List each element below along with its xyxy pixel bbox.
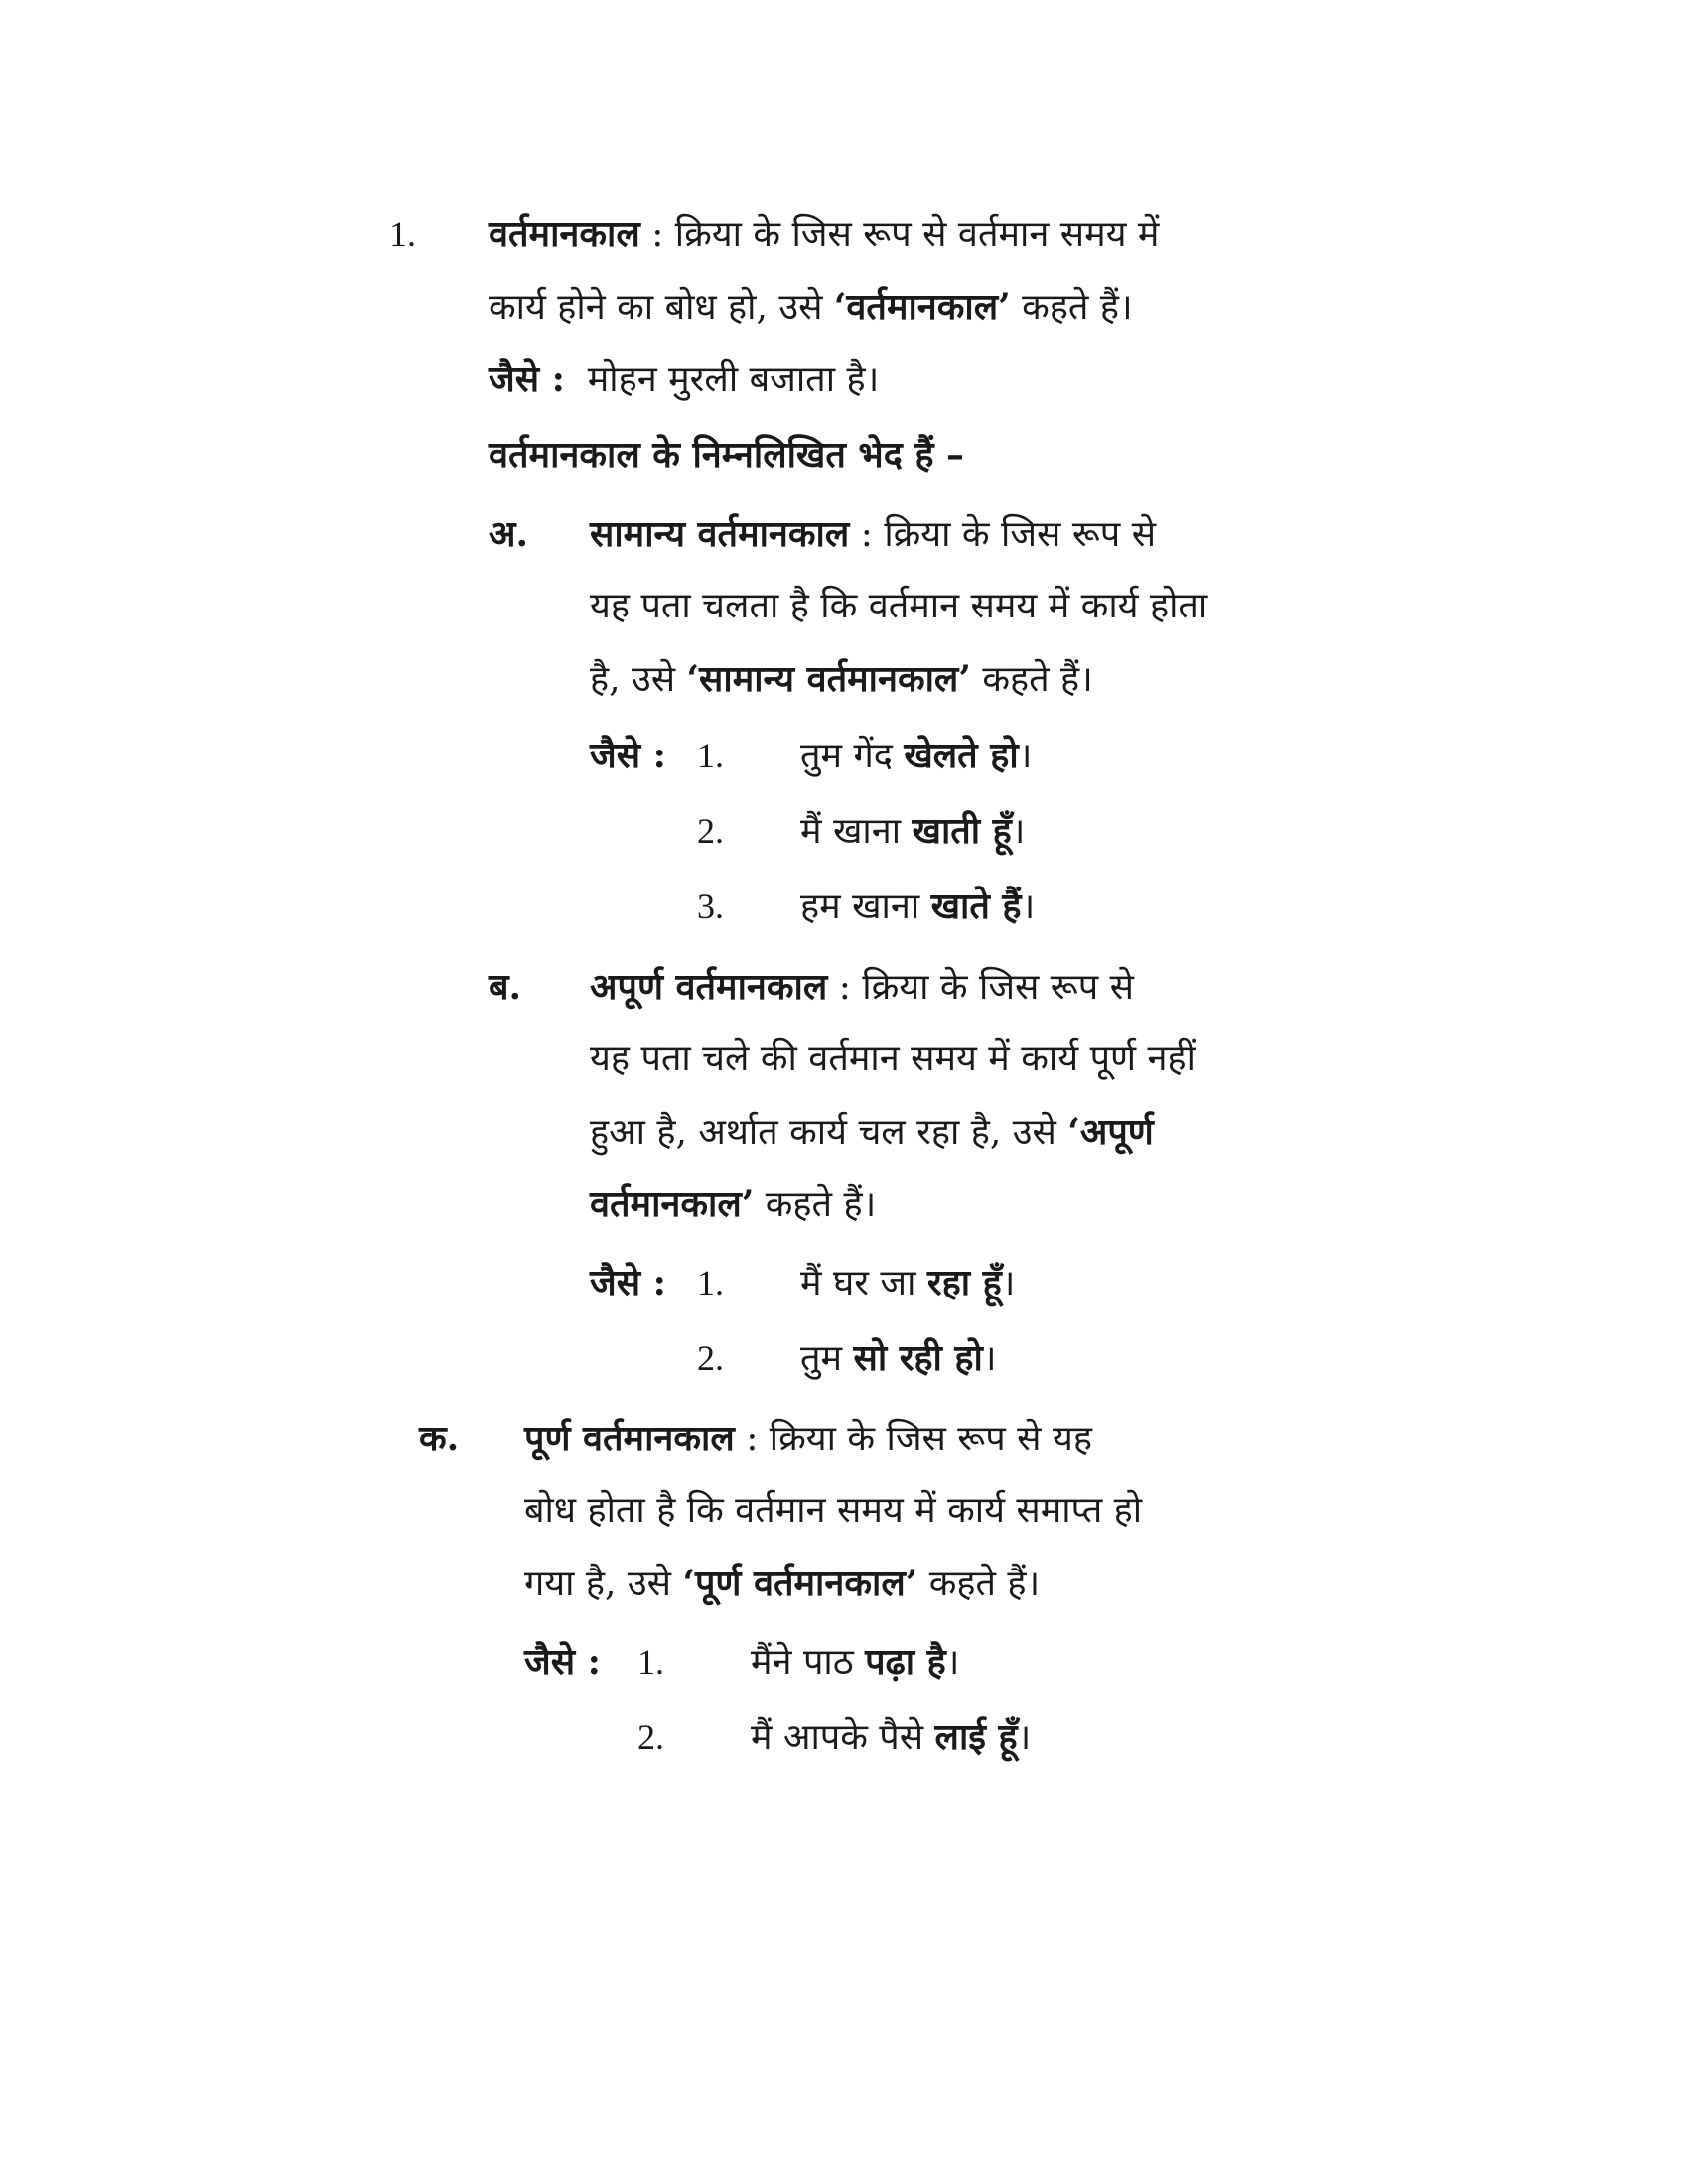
example-text: मोहन मुरली बजाता है। [587,359,880,400]
section-definition-line-2 [489,283,1133,332]
definition-text: क्रिया के जिस रूप से [862,967,1135,1008]
sub-a-example-1 [800,732,1032,780]
sub-b-example-2-number: 2. [697,1338,724,1378]
example-end: । [1017,1717,1032,1758]
section-definition-line-1 [489,210,1159,259]
example-text: मैं आपके पैसे [751,1717,935,1758]
definition-text: है, उसे [590,659,687,700]
example-label: जैसे : [489,358,565,400]
separator: : [639,214,675,255]
highlighted-term: ‘अपूर्ण [1067,1111,1154,1153]
sub-c-line-1 [524,1415,1092,1463]
sub-a-example-3 [800,883,1035,931]
definition-text: गया है, उसे [524,1564,683,1604]
section-number: 1. [389,214,416,254]
section-term: वर्तमानकाल [489,213,640,255]
example-verb: खाती हूँ [912,810,1012,852]
sub-b-example-label: जैसे : [590,1262,666,1303]
sub-c-term: पूर्ण वर्तमानकाल [524,1418,735,1459]
sub-a-example-label: जैसे : [590,735,666,776]
example-verb: लाई हूँ [934,1716,1018,1758]
sub-c-example-2-number: 2. [637,1717,664,1757]
sub-b-example-1-number: 1. [697,1263,724,1302]
definition-text: कहते हैं। [754,1184,877,1225]
definition-text: क्रिया के जिस रूप से यह [769,1419,1092,1459]
sub-c-line-3 [524,1560,1040,1608]
separator: : [849,514,885,555]
sub-b-term: अपूर्ण वर्तमानकाल [590,966,828,1008]
definition-text: क्रिया के जिस रूप से [884,514,1157,555]
sub-b-line-1 [590,963,1134,1012]
example-end: । [945,1642,960,1683]
example-end: । [1001,1263,1016,1303]
sub-b-line-4 [590,1180,876,1229]
sub-b-example-2 [800,1334,997,1383]
sub-a-example-2-number: 2. [697,811,724,851]
sub-a-line-3 [590,655,1093,704]
section-example [489,355,879,404]
sub-c-example-1-number: 1. [637,1642,664,1682]
definition-text: कहते हैं। [1010,287,1133,328]
highlighted-term: वर्तमानकाल’ [590,1183,755,1225]
subtypes-heading: वर्तमानकाल के निम्नलिखित भेद हैं – [489,434,965,476]
sub-c-marker: क. [419,1418,460,1459]
example-verb: पढ़ा है [865,1641,946,1683]
sub-c-example-2 [751,1713,1031,1762]
sub-a-example-1-number: 1. [697,736,724,775]
example-end: । [1021,887,1036,927]
sub-a-example-3-number: 3. [697,887,724,926]
definition-text: कहते हैं। [917,1564,1041,1604]
highlighted-term: ‘वर्तमानकाल’ [833,286,1011,328]
example-end: । [1011,811,1026,852]
highlighted-term: ‘पूर्ण वर्तमानकाल’ [682,1563,918,1604]
example-text: मैं घर जा [800,1263,927,1303]
example-text: मैंने पाठ [751,1642,866,1683]
sub-a-line-1 [590,510,1156,559]
example-verb: खेलते हो [904,735,1019,776]
sub-c-line-2: बोध होता है कि वर्तमान समय में कार्य समाप्त हो [524,1490,1143,1531]
definition-text: कार्य होने का बोध हो, उसे [489,287,834,328]
sub-a-line-2: यह पता चलता है कि वर्तमान समय में कार्य होता [590,586,1208,626]
sub-b-line-2: यह पता चले की वर्तमान समय में कार्य पूर्ण नहीं [590,1038,1196,1079]
definition-text: हुआ है, अर्थात कार्य चल रहा है, उसे [590,1112,1068,1153]
example-text: मैं खाना [800,811,913,852]
example-text: हम खाना [800,887,931,927]
highlighted-term: ‘सामान्य वर्तमानकाल’ [686,658,971,700]
example-verb: खाते हैं [930,886,1022,927]
sub-c-example-1 [751,1638,959,1687]
example-end: । [982,1338,997,1379]
separator: : [734,1419,770,1459]
sub-a-example-2 [800,807,1025,856]
sub-b-line-3 [590,1108,1154,1157]
example-verb: रहा हूँ [926,1262,1002,1303]
example-verb: सो रही हो [853,1337,983,1379]
sub-a-term: सामान्य वर्तमानकाल [590,513,850,555]
definition-text: कहते हैं। [970,659,1093,700]
sub-b-example-1 [800,1259,1015,1307]
example-text: तुम गेंद [800,736,905,776]
example-text: तुम [800,1338,854,1379]
sub-c-example-label: जैसे : [524,1641,601,1683]
separator: : [827,967,863,1008]
example-end: । [1018,736,1033,776]
sub-a-marker: अ. [489,513,529,555]
sub-b-marker: ब. [489,966,522,1008]
definition-text: क्रिया के जिस रूप से वर्तमान समय में [674,214,1160,255]
